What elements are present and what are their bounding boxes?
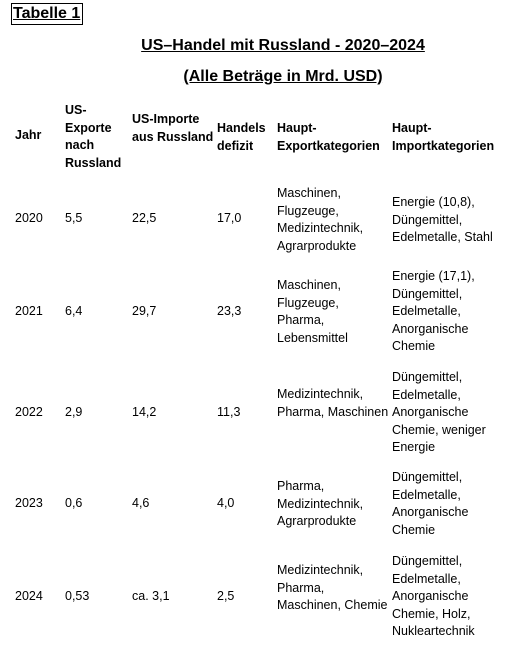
table-cell-year: 2024 — [15, 589, 43, 603]
document-title: US–Handel mit Russland - 2020–2024 — [141, 37, 425, 54]
table-cell-imports: 29,7 — [132, 304, 157, 318]
table-cell-export-categories: Pharma, Medizintechnik, Agrarprodukte — [277, 479, 364, 528]
table-cell-deficit: 4,0 — [217, 496, 235, 510]
table-cell-exports: 2,9 — [65, 405, 83, 419]
header-trade-deficit: Handels defizit — [217, 121, 266, 153]
table-cell-year: 2022 — [15, 405, 43, 419]
table-cell-import-categories: Energie (10,8), Düngemittel, Edelmetalle, Stahl — [392, 195, 493, 244]
table-cell-year: 2021 — [15, 304, 43, 318]
header-export-categories: Haupt-Exportkategorien — [277, 121, 380, 153]
table-cell-import-categories: Düngemittel, Edelmetalle, Anorganische Chemie — [392, 470, 469, 537]
header-us-imports: US-Importe aus Russland — [132, 112, 214, 144]
table-cell-deficit: 2,5 — [217, 589, 235, 603]
table-cell-exports: 0,6 — [65, 496, 83, 510]
table-cell-exports: 0,53 — [65, 589, 90, 603]
table-cell-deficit: 11,3 — [217, 405, 241, 419]
table-cell-deficit: 23,3 — [217, 304, 242, 318]
table-cell-export-categories: Medizintechnik, Pharma, Maschinen, Chemie — [277, 563, 388, 612]
document-subtitle: (Alle Beträge in Mrd. USD) — [183, 68, 383, 85]
table-cell-import-categories: Energie (17,1), Düngemittel, Edelmetalle, Anorganische Chemie — [392, 269, 475, 353]
table-cell-deficit: 17,0 — [217, 211, 242, 225]
table-cell-import-categories: Düngemittel, Edelmetalle, Anorganische Chemie, Holz, Nukleartechnik — [392, 554, 475, 638]
table-cell-export-categories: Maschinen, Flugzeuge, Pharma, Lebensmittel — [277, 278, 348, 345]
table-cell-exports: 6,4 — [65, 304, 83, 318]
table-cell-year: 2020 — [15, 211, 43, 225]
table-cell-imports: 22,5 — [132, 211, 157, 225]
table-cell-import-categories: Düngemittel, Edelmetalle, Anorganische Chemie, weniger Energie — [392, 370, 486, 454]
table-cell-imports: ca. 3,1 — [132, 589, 170, 603]
table-label: Tabelle 1 — [11, 3, 83, 25]
table-cell-export-categories: Maschinen, Flugzeuge, Medizintechnik, Agrarprodukte — [277, 186, 364, 253]
table-cell-exports: 5,5 — [65, 211, 83, 225]
table-cell-imports: 14,2 — [132, 405, 157, 419]
header-import-categories: Haupt-Importkategorien — [392, 121, 495, 153]
table-cell-imports: 4,6 — [132, 496, 150, 510]
header-year: Jahr — [15, 128, 42, 142]
table-cell-year: 2023 — [15, 496, 43, 510]
header-us-exports: US-Exporte nach Russland — [65, 103, 122, 170]
table-cell-export-categories: Medizintechnik, Pharma, Maschinen — [277, 387, 389, 419]
